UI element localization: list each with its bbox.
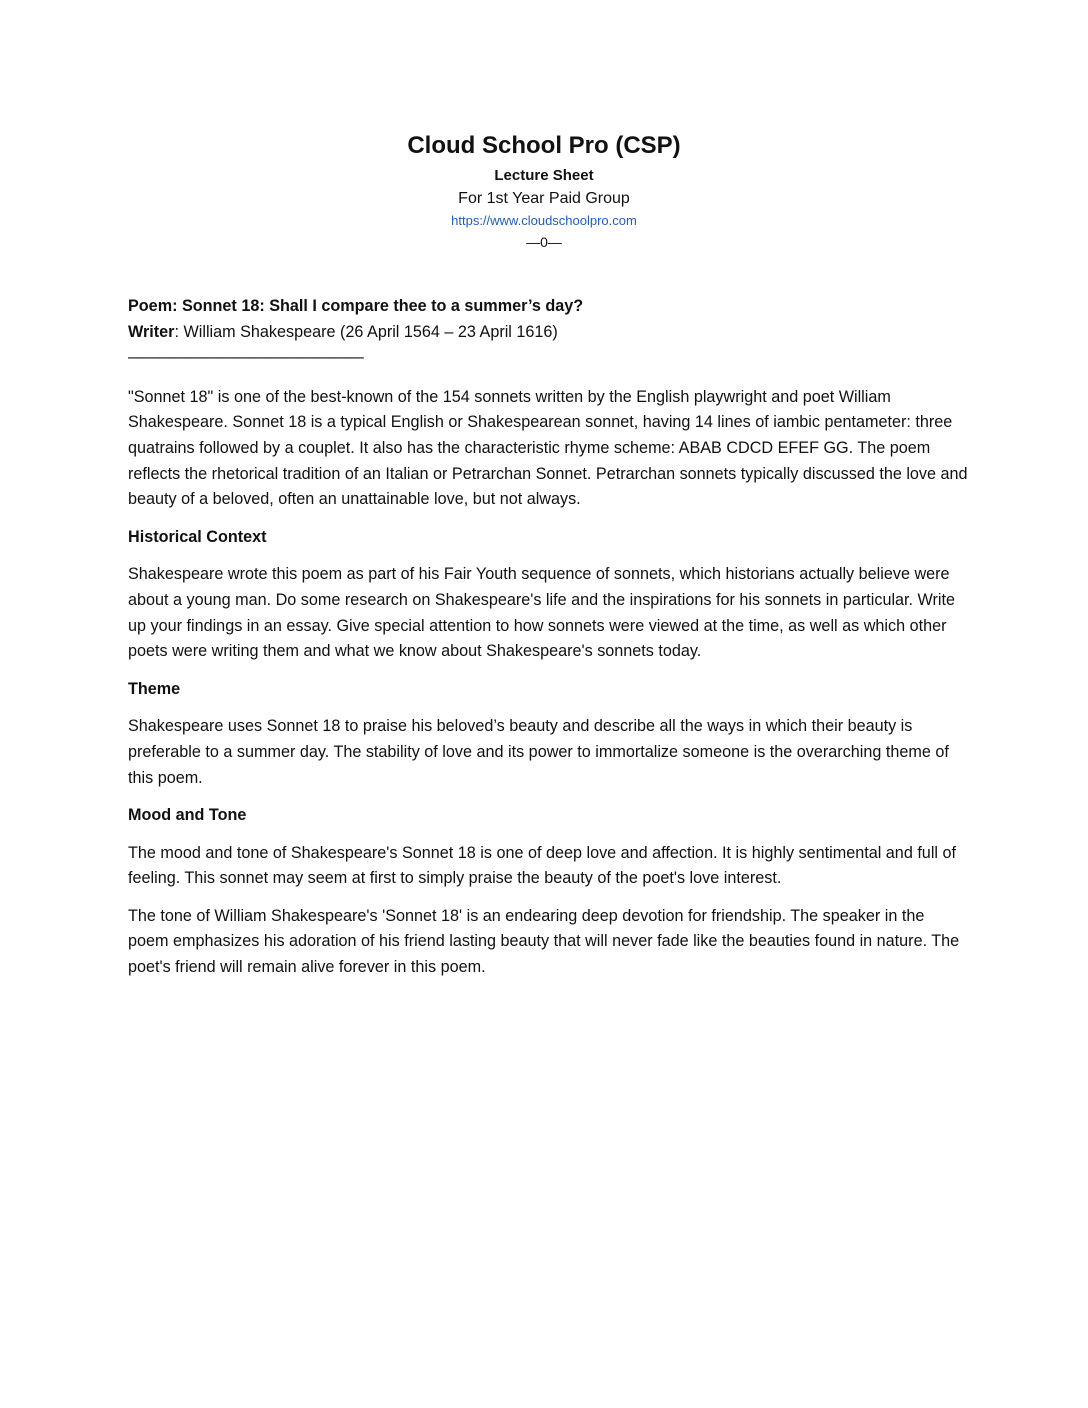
writer-value: : William Shakespeare (26 April 1564 – 23 April 1616) [174,322,558,341]
poem-title: Poem: Sonnet 18: Shall I compare thee to a summer’s day? [128,297,584,315]
audience-line: For 1st Year Paid Group [458,190,630,207]
poem-line [128,294,968,320]
document-header [0,128,1088,253]
theme-heading: Theme [128,679,181,698]
writer-label: Writer [128,322,175,341]
historical-context-heading: Historical Context [128,527,267,546]
document-subtitle: Lecture Sheet [494,167,594,184]
mood-tone-paragraph-1: The mood and tone of Shakespeare's Sonnet 18 is one of deep love and affection. It is highly sentimental and full of feeling. This sonnet may seem at first to simply praise the beauty of the poet's love interest. [128,843,957,888]
historical-context-paragraph: Shakespeare wrote this poem as part of his Fair Youth sequence of sonnets, which historians actually believe were about a young man. Do some research on Shakespeare's life and the inspirations for his sonnets in particular. Write up your findings in an essay. Give special attention to how sonnets were viewed at the time, as well as which other poets were writing them and what we know about Shakespeare's sonnets today. [128,565,956,661]
document-body [128,294,968,993]
mood-tone-paragraph-2: The tone of William Shakespeare's 'Sonnet 18' is an endearing deep devotion for friendship. The speaker in the poem emphasizes his adoration of his friend lasting beauty that will never fade like the beauties found in nature. The poet's friend will remain alive forever in this poem. [128,906,960,977]
writer-line [128,320,968,346]
theme-paragraph: Shakespeare uses Sonnet 18 to praise his beloved’s beauty and describe all the ways in which their beauty is preferable to a summer day. The stability of love and its power to immortalize someone is the overarching theme of this poem. [128,717,949,787]
mood-tone-heading: Mood and Tone [128,806,247,825]
section-rule: ——————————————— [128,348,364,367]
website-link[interactable]: https://www.cloudschoolpro.com [451,213,637,228]
header-separator: —0— [526,234,562,250]
document-title: Cloud School Pro (CSP) [407,132,681,159]
intro-paragraph: "Sonnet 18" is one of the best-known of the 154 sonnets written by the English playwright and poet William Shakespeare. Sonnet 18 is a typical English or Shakespearean sonnet, having 14 lines of iambic pentameter: three quatrains followed by a couplet. It also has the characteristic rhyme scheme: ABAB CDCD EFEF GG. The poem reflects the rhetorical tradition of an Italian or Petrarchan Sonnet. Petrarchan sonnets typically discussed the love and beauty of a beloved, often an unattainable love, but not always. [128,387,968,509]
